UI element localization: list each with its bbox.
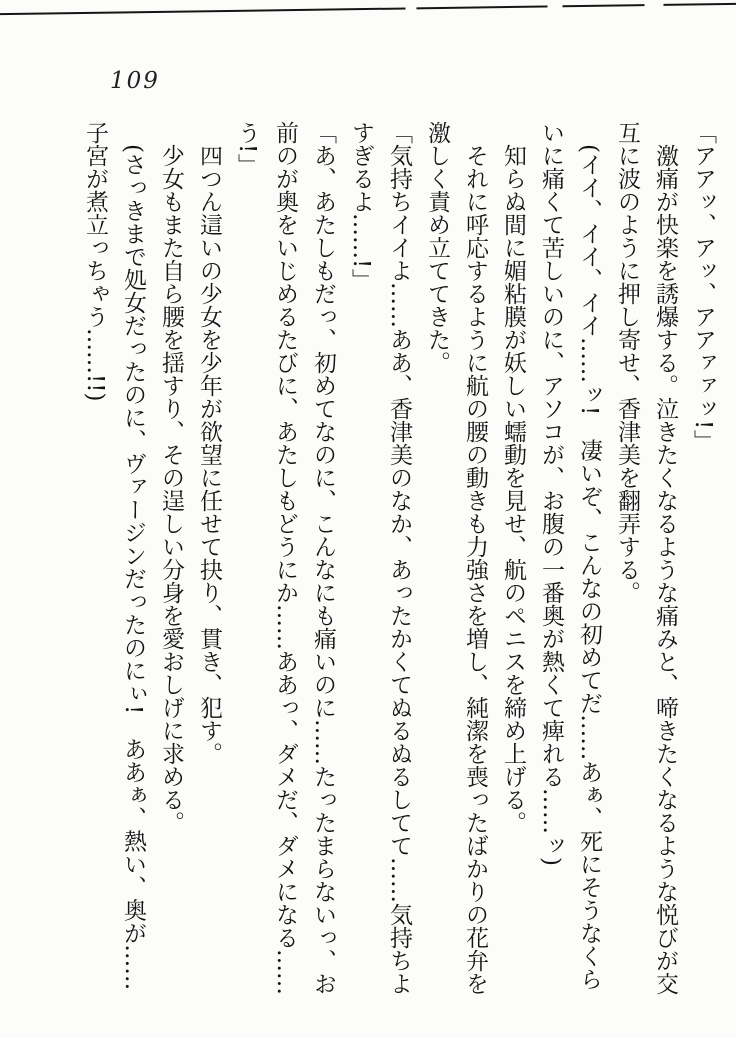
text-line: (イイ、イイ、イイ……ッ! 凄いぞ、こんなの初めてだ……あぁ、死にそうなくら (576, 144, 602, 991)
body-text (68, 121, 722, 1033)
text-line: 子宮が煮立っちゃう……!!) (82, 121, 108, 402)
text-line: 「アアッ、アッ、アアァァッ!」 (690, 121, 716, 453)
text-line: 前のが奥をいじめるたびに、あたしもどうにか……ああっ、ダメだ、ダメになる…… (272, 121, 298, 995)
text-line: 知らぬ間に媚粘膜が妖しい蠕動を見せ、航のペニスを締め上げる。 (500, 144, 526, 834)
text-line: 互に波のように押し寄せ、香津美を翻弄する。 (614, 121, 640, 604)
header-rule (0, 3, 736, 15)
text-line: いに痛くて苦しいのに、アソコが、お腹の一番奥が熱くて痺れる……ッ) (538, 121, 564, 866)
text-line: (さっきまで処女だったのに、ヴァージンだったのにぃ! ああぁ、熱い、奥が…… (120, 144, 146, 991)
text-line: 少女もまた自ら腰を揺すり、その逞しい分身を愛おしげに求める。 (158, 144, 184, 834)
text-line: 四つん這いの少女を少年が欲望に任せて抉り、貫き、犯す。 (196, 144, 222, 765)
page-number: 109 (110, 68, 160, 94)
text-line: 激痛が快楽を誘爆する。泣きたくなるような痛みと、啼きたくなるような悦びが交 (652, 144, 678, 995)
text-line: 「あ、あたしもだっ、初めてなのに、こんなにも痛いのに……たったまらないっ、お (310, 121, 336, 995)
text-line: 激しく責め立ててきた。 (424, 121, 450, 374)
text-line: う!」 (234, 121, 260, 177)
text-line: 「気持ちイイよ……ああ、香津美のなか、あったかくてぬるぬるしてて……気持ちよ (386, 121, 412, 995)
text-line: それに呼応するように航の腰の動きも力強さを増し、純潔を喪ったばかりの花弁を (462, 144, 488, 995)
text-line: すぎるよ……!」 (348, 121, 374, 292)
